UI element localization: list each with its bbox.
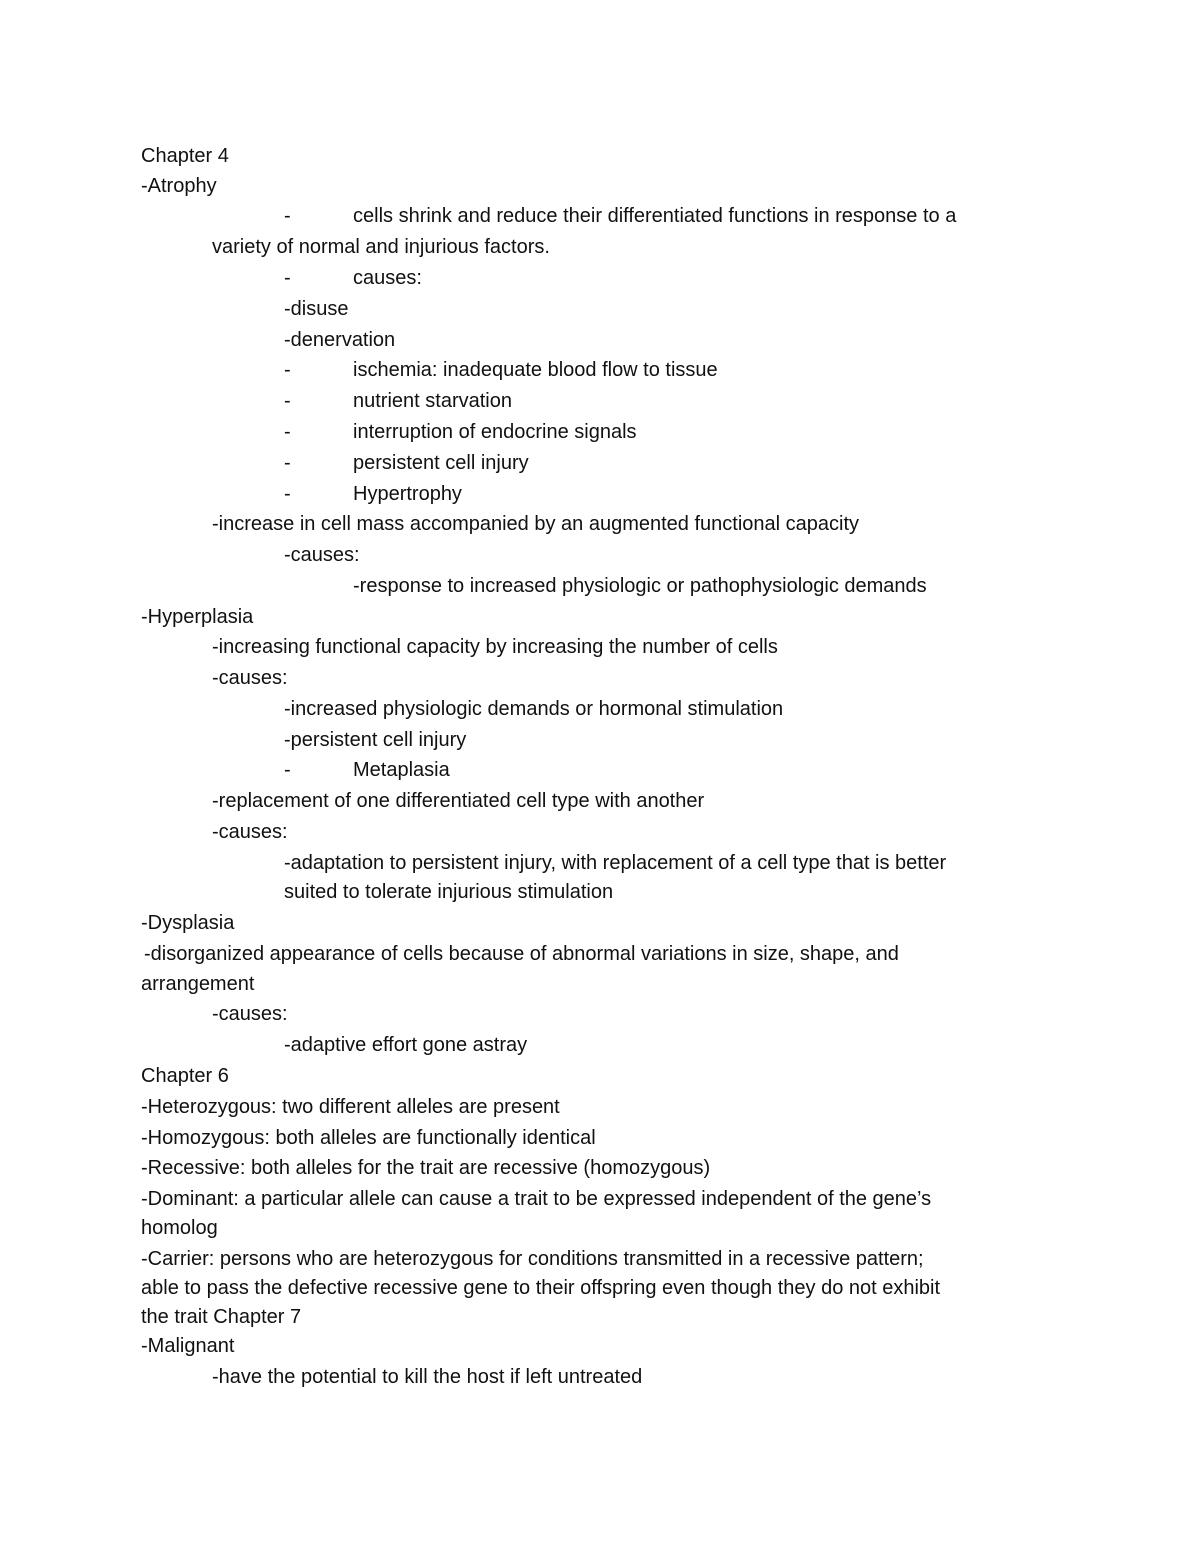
text-line: -increase in cell mass accompanied by an augmented functional capacity: [212, 513, 860, 535]
section-heading: -Dysplasia: [141, 912, 235, 934]
text-line: -disorganized appearance of cells because of abnormal variations in size, shape, and: [144, 943, 899, 965]
text-line: -causes:: [284, 544, 360, 566]
text-line: -disuse: [284, 298, 349, 320]
text-line: -causes:: [212, 821, 288, 843]
text-line: -increased physiologic demands or hormonal stimulation: [284, 698, 784, 720]
text-line: arrangement: [141, 973, 255, 995]
list-bullet: -: [284, 421, 291, 443]
list-bullet: -: [284, 267, 291, 289]
section-heading: -Hyperplasia: [141, 606, 254, 628]
text-line: -response to increased physiologic or pathophysiologic demands: [353, 575, 927, 597]
list-bullet: -: [284, 759, 291, 781]
text-line: -Carrier: persons who are heterozygous for conditions transmitted in a recessive pattern;: [141, 1248, 924, 1270]
list-bullet: -: [284, 205, 291, 227]
list-bullet: -: [284, 483, 291, 505]
text-line: nutrient starvation: [353, 390, 512, 412]
text-line: causes:: [353, 267, 422, 289]
text-line: -denervation: [284, 329, 396, 351]
text-line: homolog: [141, 1217, 218, 1239]
list-bullet: -: [284, 359, 291, 381]
text-line: -adaptation to persistent injury, with replacement of a cell type that is better: [284, 852, 947, 874]
text-line: -causes:: [212, 667, 288, 689]
text-line: cells shrink and reduce their differentiated functions in response to a: [353, 205, 957, 227]
text-line: -adaptive effort gone astray: [284, 1034, 528, 1056]
text-line: -Heterozygous: two different alleles are present: [141, 1096, 560, 1118]
text-line: -Homozygous: both alleles are functionally identical: [141, 1127, 596, 1149]
text-line: -Recessive: both alleles for the trait are recessive (homozygous): [141, 1157, 711, 1179]
section-heading: -Malignant: [141, 1335, 235, 1357]
list-bullet: -: [284, 452, 291, 474]
text-line: suited to tolerate injurious stimulation: [284, 881, 614, 903]
text-line: -have the potential to kill the host if left untreated: [212, 1366, 643, 1388]
list-bullet: -: [284, 390, 291, 412]
section-heading: -Atrophy: [141, 175, 217, 197]
text-line: the trait Chapter 7: [141, 1306, 302, 1328]
text-line: able to pass the defective recessive gene to their offspring even though they do not exhibit: [141, 1277, 941, 1299]
text-line: -Dominant: a particular allele can cause a trait to be expressed independent of the gene’s: [141, 1188, 932, 1210]
text-line: -causes:: [212, 1003, 288, 1025]
text-line: ischemia: inadequate blood flow to tissue: [353, 359, 718, 381]
text-line: persistent cell injury: [353, 452, 529, 474]
text-line: interruption of endocrine signals: [353, 421, 637, 443]
chapter-heading: Chapter 4: [141, 145, 229, 167]
chapter-heading: Chapter 6: [141, 1065, 229, 1087]
text-line: -persistent cell injury: [284, 729, 467, 751]
text-line: variety of normal and injurious factors.: [212, 236, 550, 258]
section-heading: Metaplasia: [353, 759, 450, 781]
section-heading: Hypertrophy: [353, 483, 462, 505]
text-line: -replacement of one differentiated cell type with another: [212, 790, 705, 812]
text-line: -increasing functional capacity by increasing the number of cells: [212, 636, 778, 658]
